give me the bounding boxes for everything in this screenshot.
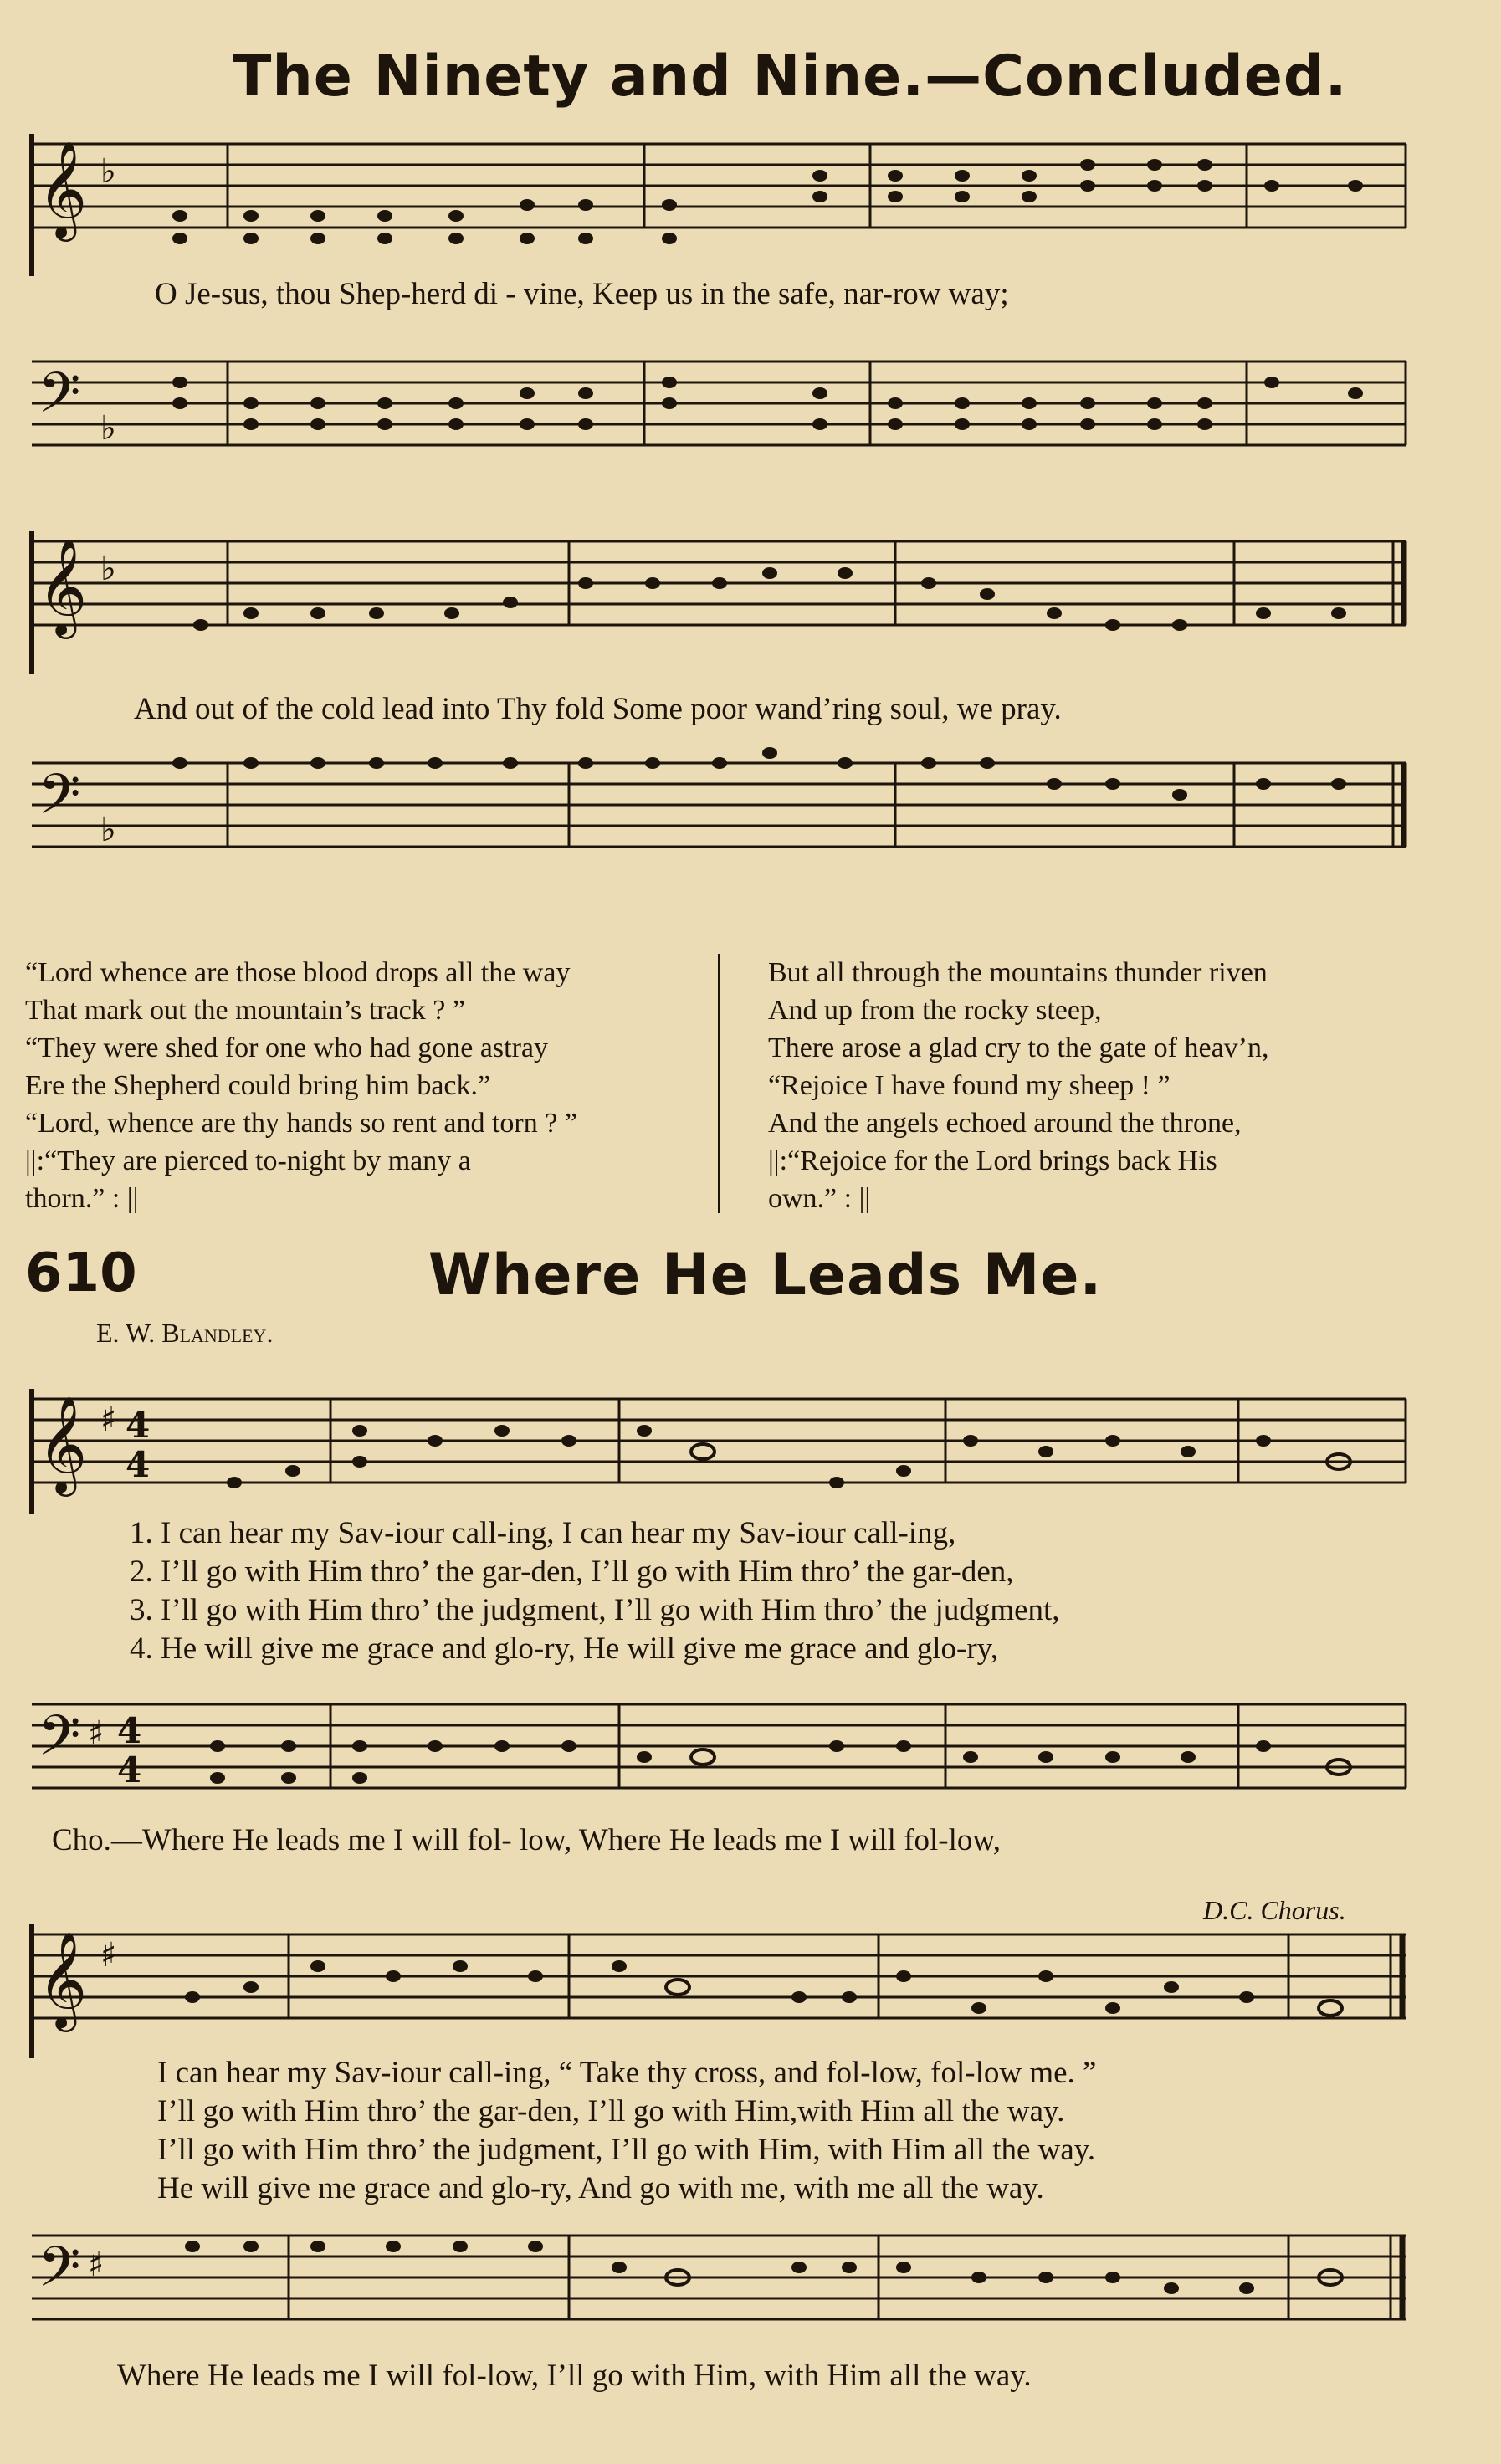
svg-text:4: 4: [126, 1444, 151, 1485]
lyric-line: 3. I’ll go with Him thro’ the judgment, I’ll go with Him thro’ the judgment,: [130, 1593, 1060, 1627]
verse-line: There arose a glad cry to the gate of heav’n,: [768, 1032, 1269, 1063]
svg-text:4: 4: [126, 1405, 151, 1446]
verse-divider: [718, 954, 720, 1213]
verse-line: Ere the Shepherd could bring him back.”: [25, 1070, 491, 1101]
hymn-number: 610: [25, 1242, 137, 1304]
hymn-title: The Ninety and Nine.—Concluded.: [233, 44, 1348, 110]
svg-text:𝄞: 𝄞: [38, 1395, 88, 1493]
svg-text:𝄞: 𝄞: [38, 140, 88, 238]
svg-text:𝄢: 𝄢: [38, 1703, 81, 1781]
verse-line: “Lord, whence are thy hands so rent and torn ? ”: [25, 1108, 577, 1139]
music-staff-bass: [0, 745, 1501, 887]
svg-text:♭: ♭: [100, 550, 116, 588]
svg-text:𝄞: 𝄞: [38, 537, 88, 635]
svg-text:♭: ♭: [100, 152, 116, 191]
lyric-line: He will give me grace and glo-ry, And go with me, with me all the way.: [157, 2171, 1044, 2205]
svg-text:𝄢: 𝄢: [38, 361, 81, 438]
svg-text:𝄞: 𝄞: [38, 1930, 88, 2028]
music-staff-treble: [0, 1372, 1501, 1514]
svg-text:♯: ♯: [100, 1936, 117, 1975]
verses-right: [768, 954, 1488, 1217]
verse-line: thorn.” : ||: [25, 1183, 139, 1214]
svg-text:♯: ♯: [88, 2246, 105, 2284]
lyric-line: I’ll go with Him thro’ the judgment, I’ll go with Him, with Him all the way.: [157, 2133, 1096, 2167]
verses-left: [25, 954, 720, 1217]
svg-text:♭: ♭: [100, 811, 116, 849]
lyric-line: And out of the cold lead into Thy fold Some poor wand’ring soul, we pray.: [134, 692, 1062, 726]
svg-text:4: 4: [117, 1710, 142, 1751]
chorus-line: Cho.—Where He leads me I will fol- low, Where He leads me I will fol-low,: [52, 1823, 1001, 1857]
verse-line: ||:“They are pierced to-night by many a: [25, 1145, 471, 1176]
stanza-lines: [157, 2054, 1096, 2208]
svg-text:𝄢: 𝄢: [38, 2235, 81, 2313]
verse-line: And the angels echoed around the throne,: [768, 1108, 1242, 1139]
lyric-line: 4. He will give me grace and glo-ry, He will give me grace and glo-ry,: [130, 1632, 999, 1666]
lyric-line: I’ll go with Him thro’ the gar-den, I’ll go with Him,with Him all the way.: [157, 2094, 1065, 2128]
music-staff-treble: [0, 531, 1501, 674]
author: E. W. Blandley.: [96, 1318, 274, 1348]
verse-line: “Rejoice I have found my sheep ! ”: [768, 1070, 1171, 1101]
svg-text:♯: ♯: [100, 1401, 117, 1439]
verse-line: “They were shed for one who had gone astray: [25, 1032, 548, 1063]
hymn-title: Where He Leads Me.: [428, 1242, 1103, 1309]
verse-line: And up from the rocky steep,: [768, 995, 1102, 1026]
lyric-line: 1. I can hear my Sav-iour call-ing, I can hear my Sav-iour call-ing,: [130, 1516, 956, 1550]
svg-text:♯: ♯: [88, 1714, 105, 1753]
lyric-line: 2. I’ll go with Him thro’ the gar-den, I’ll go with Him thro’ the gar-den,: [130, 1555, 1014, 1589]
verse-line: ||:“Rejoice for the Lord brings back His: [768, 1145, 1217, 1176]
verse-line: But all through the mountains thunder riven: [768, 957, 1268, 988]
music-staff-bass: [0, 1678, 1501, 1820]
lyric-line: I can hear my Sav-iour call-ing, “ Take thy cross, and fol-low, fol-low me. ”: [157, 2056, 1097, 2090]
verse-line: own.” : ||: [768, 1183, 871, 1214]
music-staff-treble: [0, 134, 1501, 276]
stanza-lines: [130, 1514, 1060, 1668]
music-staff-treble: [0, 1916, 1501, 2058]
verse-line: “Lord whence are those blood drops all the way: [25, 957, 571, 988]
music-staff-bass: [0, 2209, 1501, 2351]
chorus-line: Where He leads me I will fol-low, I’ll go with Him, with Him all the way.: [117, 2359, 1032, 2393]
svg-text:4: 4: [117, 1749, 142, 1790]
svg-text:𝄢: 𝄢: [38, 762, 81, 840]
music-staff-bass: [0, 343, 1501, 485]
dc-chorus-label: D.C. Chorus.: [1203, 1895, 1346, 1925]
verse-line: That mark out the mountain’s track ? ”: [25, 995, 465, 1026]
svg-text:♭: ♭: [100, 409, 116, 448]
lyric-line: O Je-sus, thou Shep-herd di - vine, Keep us in the safe, nar-row way;: [155, 277, 1009, 311]
